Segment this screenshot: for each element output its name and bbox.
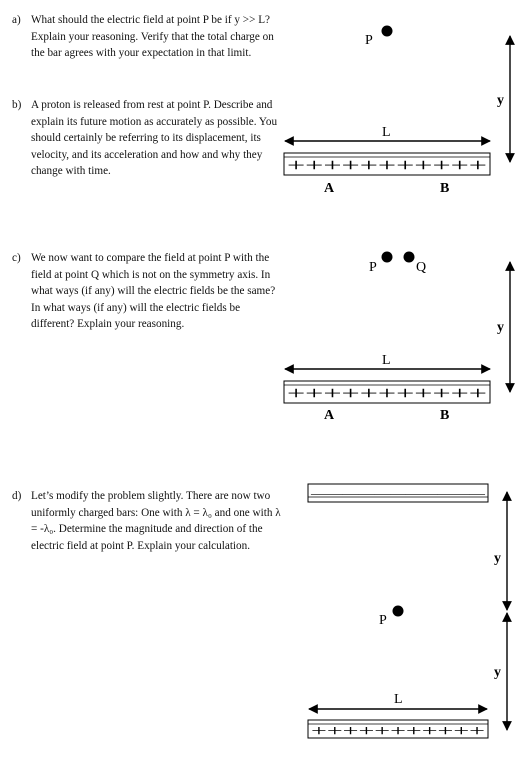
bar-charge-negative: ——————————— xyxy=(309,486,487,500)
question-text: What should the electric field at point P be if y >> L? Explain your reasoning. Verify that the total charge on the bar agrees with your expectation in that limit. xyxy=(31,14,274,60)
length-label: L xyxy=(394,692,403,707)
question-label: d) xyxy=(12,490,22,502)
point-p-dot xyxy=(393,606,404,617)
point-q-label: Q xyxy=(416,260,427,275)
y-label: y xyxy=(497,320,504,335)
point-q-dot xyxy=(404,252,415,263)
figure-3 xyxy=(308,484,507,740)
y-label-top: y xyxy=(494,551,501,566)
point-p-dot xyxy=(382,26,393,37)
question-label: a) xyxy=(12,14,21,26)
end-a-label: A xyxy=(324,181,335,196)
question-label: c) xyxy=(12,252,21,264)
bar-charge: +++++++++++ xyxy=(287,155,487,175)
bar-charge: +++++++++++ xyxy=(287,383,487,403)
question-label: b) xyxy=(12,99,22,111)
length-label: L xyxy=(382,125,391,140)
figure-1 xyxy=(284,26,510,197)
question-text: Let’s modify the problem slightly. There are now two uniformly charged bars: One with λ = λ₀ and one with λ = -λ₀. Determine the magnitude and direction of the electric field at point P. Explain your calculation. xyxy=(31,490,281,552)
bar-charge-positive: +++++++++++ xyxy=(311,723,485,740)
question-text: We now want to compare the field at point P with the field at point Q which is not on the symmetry axis. In what ways (if any) will the electric fields be the same? In what ways (if any) will the electric fields be different? Explain your reasoning. xyxy=(31,252,276,331)
point-p-label: P xyxy=(365,33,373,48)
end-b-label: B xyxy=(440,181,450,196)
end-a-label: A xyxy=(324,408,335,423)
point-p-label: P xyxy=(379,613,387,628)
length-label: L xyxy=(382,353,391,368)
end-b-label: B xyxy=(440,408,450,423)
y-label-bottom: y xyxy=(494,665,501,680)
figure-2 xyxy=(284,252,510,424)
question-text: A proton is released from rest at point P. Describe and explain its future motion as accurately as possible. You should certainly be referring to its displacement, its velocity, and its acceleration and how and why they change with time. xyxy=(31,99,278,178)
point-p-dot xyxy=(382,252,393,263)
y-label: y xyxy=(497,93,504,108)
point-p-label: P xyxy=(369,260,377,275)
